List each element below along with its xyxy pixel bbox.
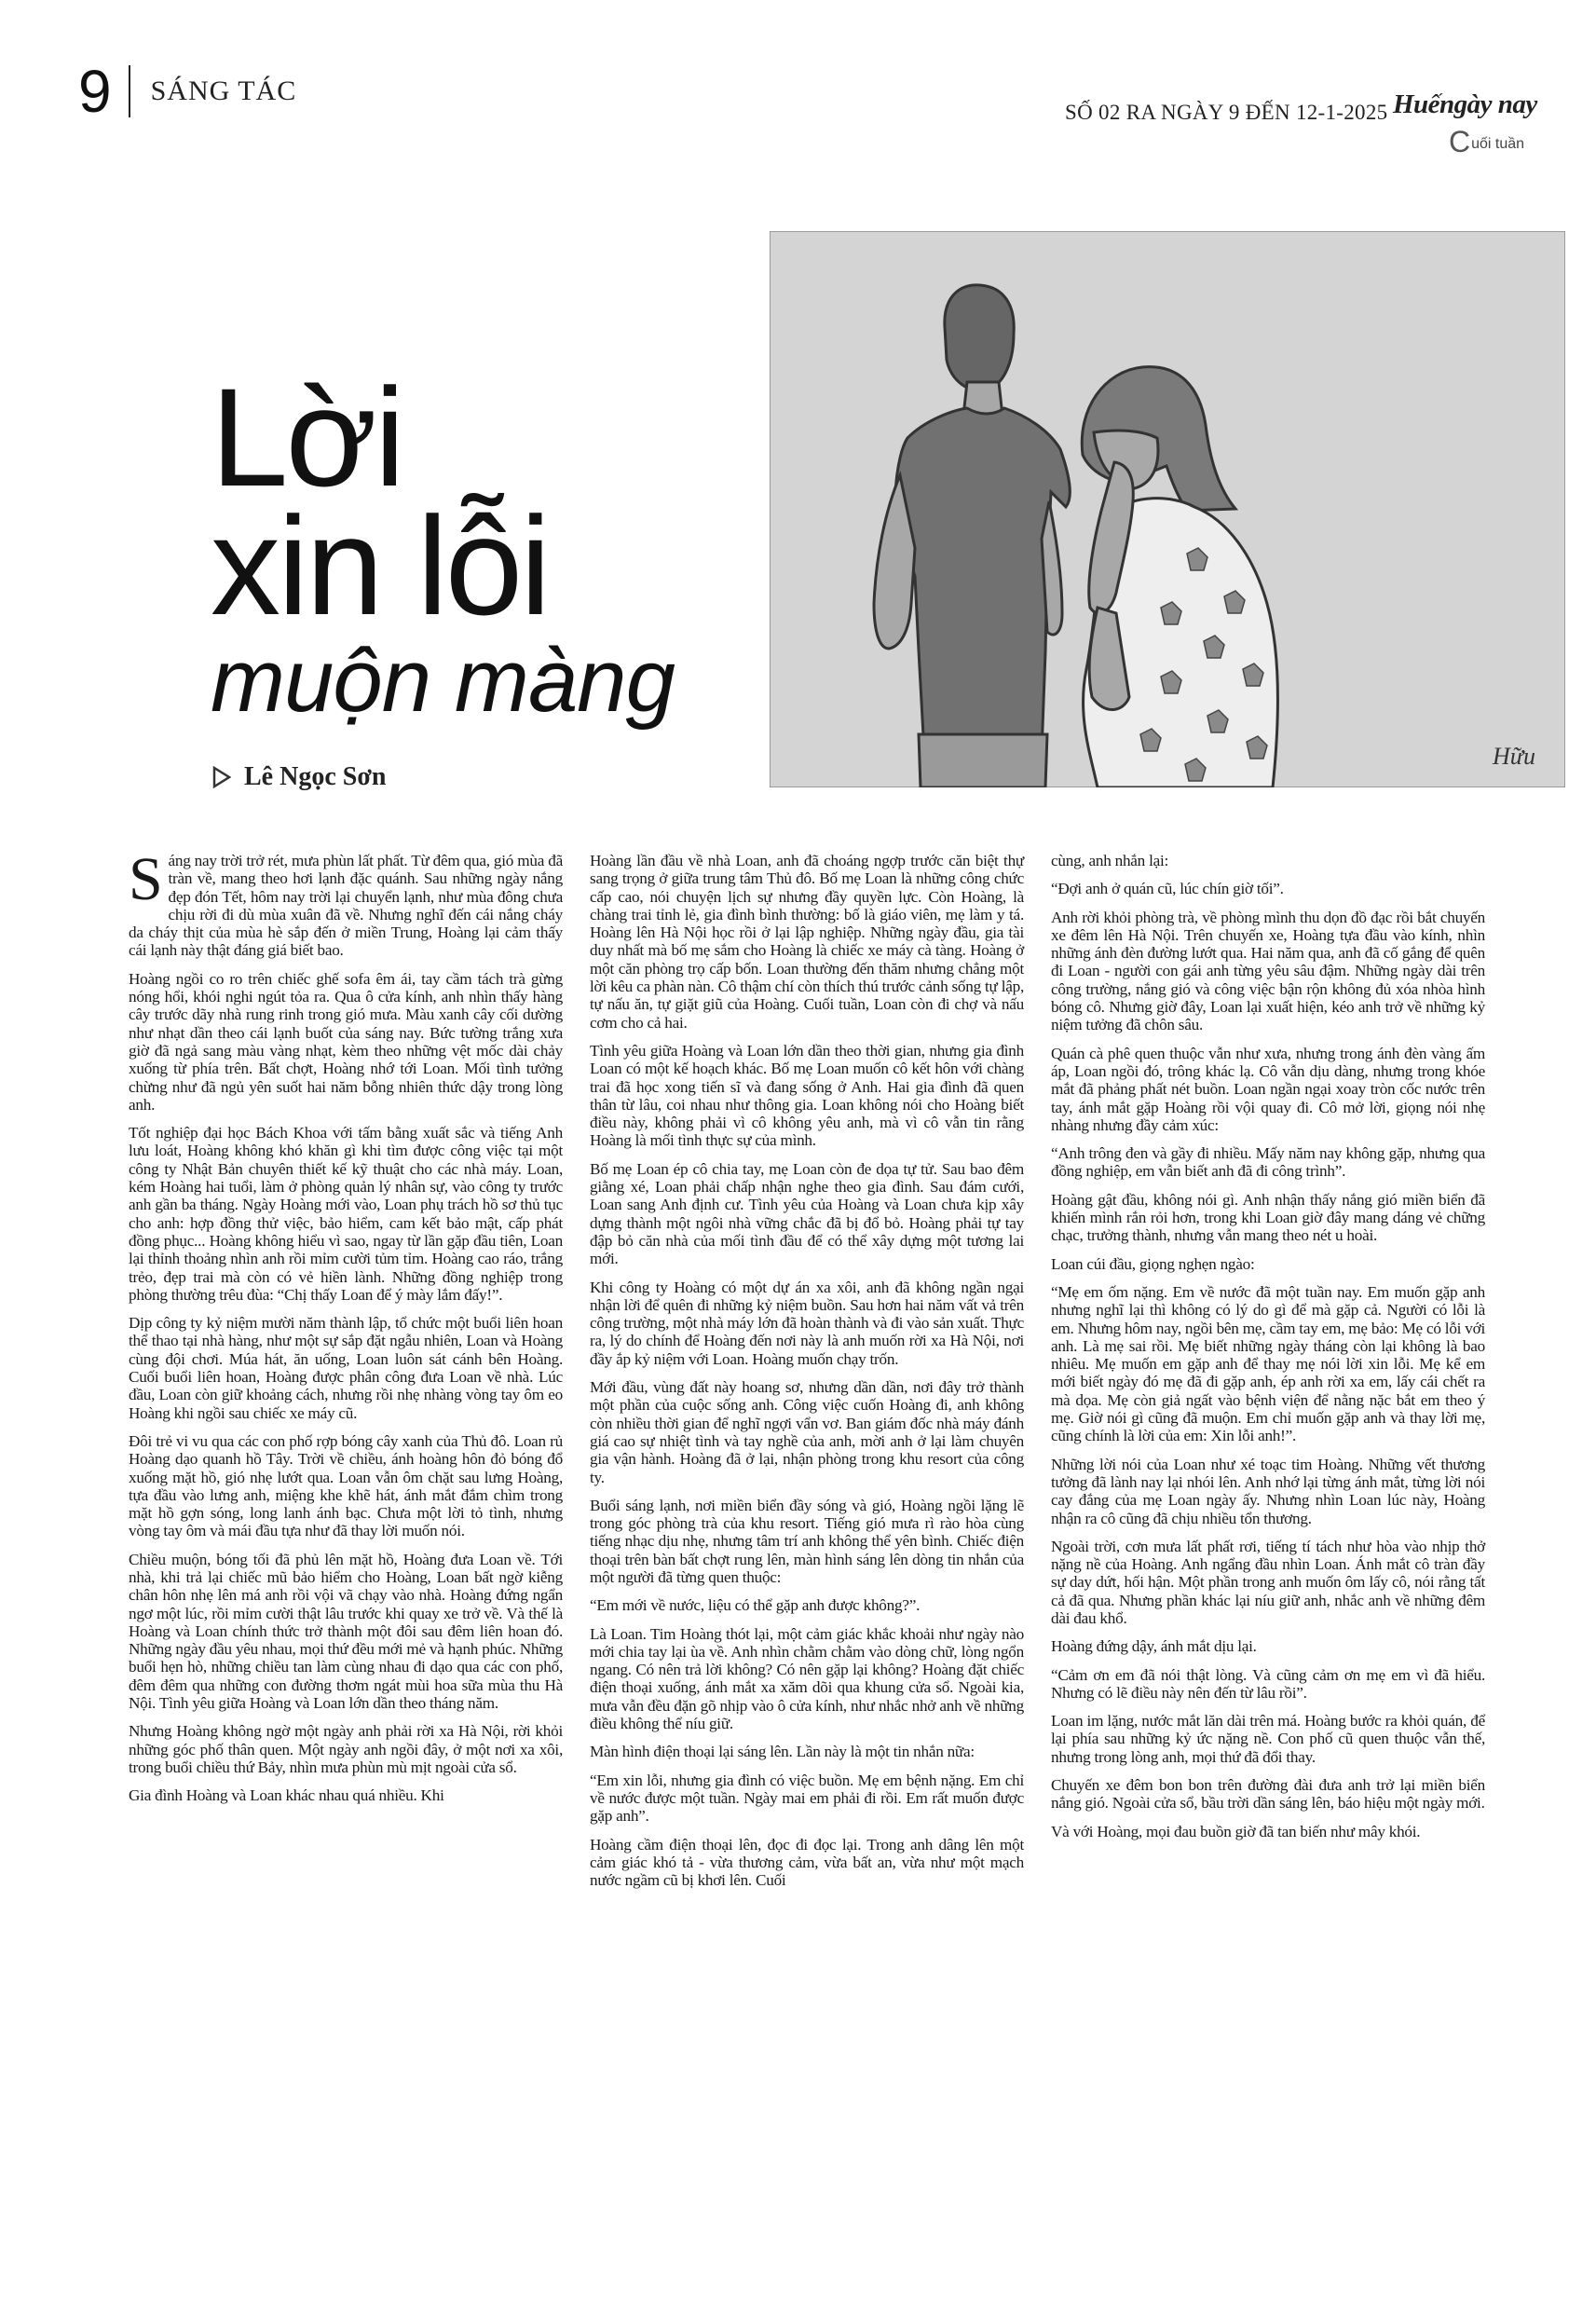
triangle-right-outline-icon <box>212 766 231 788</box>
issue-date: SỐ 02 RA NGÀY 9 ĐẾN 12-1-2025 <box>1065 101 1388 124</box>
paragraph: Anh rời khỏi phòng trà, về phòng mình thu dọn đồ đạc rồi bắt chuyến xe đêm lên Hà Nội. Trên chuyến xe, Hoàng tựa đầu vào kính, nhìn những ánh đèn đường lướt qua. Hai năm qua, anh đã cố gắng để quên đi Loan - người con gái anh từng yêu sâu đậm. Những ngày dài trên công trường, nắng gió và công việc bận rộn không đủ xóa nhòa hình bóng cô. Nhưng giờ đây, Loan lại xuất hiện, kéo anh trở về những kỷ niệm tưởng đã chôn sâu. <box>1051 908 1485 1034</box>
paragraph: Chiều muộn, bóng tối đã phủ lên mặt hồ, Hoàng đưa Loan về. Tới nhà, khi trả lại chiếc mũ bảo hiểm cho Hoàng, Loan bất ngờ kiễng chân hôn nhẹ lên má anh rồi vội vã chạy vào nhà. Hoàng đứng ngẩn ngơ một lúc, rồi mỉm cười thật lâu trước khi quay xe trở về. Và thế là Hoàng và Loan chính thức trở thành một đôi sau đêm liên hoan đó. Những ngày đầu yêu nhau, mọi thứ đều mới mẻ và hạnh phúc. Những buổi hẹn hò, những chiều tan làm cùng nhau đi dạo qua các con phố, đêm đêm qua những con đường thơm ngát mùi hoa sữa mùa thu Hà Nội. Tình yêu giữa Hoàng và Loan lớn dần theo tháng năm. <box>129 1550 563 1713</box>
paragraph: “Em xin lỗi, nhưng gia đình có việc buồn. Mẹ em bệnh nặng. Em chỉ về nước được một tuần. Ngày mai em phải đi rồi. Em rất muốn được gặp anh”. <box>590 1771 1024 1826</box>
title-line-2: xin lỗi <box>211 487 549 644</box>
text-column-2 <box>590 852 1024 1899</box>
paragraph: Khi công ty Hoàng có một dự án xa xôi, anh đã không ngần ngại nhận lời để quên đi những kỷ niệm buồn. Sau hơn hai năm vất vả trên công trường, một nhà máy lớn đã hoàn thành và đi vào sản xuất. Thực ra, lý do chính để Hoàng đến nơi này là anh muốn rời xa Hà Nội, nơi đầy ắp kỷ niệm với Loan. Hoàng muốn chạy trốn. <box>590 1278 1024 1368</box>
article-title <box>211 359 675 731</box>
paragraph: Hoàng cầm điện thoại lên, đọc đi đọc lại. Trong anh dâng lên một cảm giác khó tả - vừa thương cảm, vừa bất an, vừa như một mạch nước ngầm cũ bị khơi lên. Cuối <box>590 1835 1024 1890</box>
illustration-signature: Hữu <box>1493 743 1535 770</box>
man-pants <box>919 734 1047 787</box>
paragraph: Ngoài trời, cơn mưa lất phất rơi, tiếng tí tách như hòa vào nhịp thở nặng nề của Hoàng. Anh ngẩng đầu nhìn Loan. Ánh mắt cô tràn đầy sự day dứt, hối hận. Một phần trong anh muốn ôm lấy cô, nói rằng tất cả đã qua. Nhưng phần khác lại níu giữ anh, nhắc anh về những đêm dài đau khổ. <box>1051 1537 1485 1627</box>
man-head <box>945 285 1014 390</box>
author-byline <box>212 762 386 792</box>
paragraph: Hoàng lần đầu về nhà Loan, anh đã choáng ngợp trước căn biệt thự sang trọng ở giữa trung tâm Thủ đô. Bố mẹ Loan là những công chức cấp cao, nói chuyện lịch sự nhưng đầy quyền lực. Còn Hoàng, là chàng trai tỉnh lẻ, gia đình bình thường: bố là giáo viên, mẹ làm y tá. Hoàng lên Hà Nội học rồi ở lại lập nghiệp. Những ngày đầu, gia tài duy nhất mà bố mẹ sắm cho Hoàng là chiếc xe máy cà tàng. Hoàng ở một căn phòng trọ cấp bốn. Loan thường đến thăm nhưng chẳng một lời kêu ca phàn nàn. Cô thậm chí còn thích thú trước cảnh sống tự lập, tự nấu ăn, tự giặt giũ của Hoàng. Cuối tuần, Loan còn đi chợ và nấu cơm cho cả hai. <box>590 852 1024 1032</box>
paragraph: Tình yêu giữa Hoàng và Loan lớn dần theo thời gian, nhưng gia đình Loan có một kế hoạch khác. Bố mẹ Loan muốn cô kết hôn với chàng trai đã học xong tiến sĩ và đang sống ở Anh. Hai gia đình đã quen thân từ lâu, coi nhau như thông gia. Loan không nói cho Hoàng biết điều này, không phải vì cô không yêu anh, mà vì cô vẫn tin rằng Hoàng là mối tình thực sự của mình. <box>590 1041 1024 1150</box>
paragraph: Gia đình Hoàng và Loan khác nhau quá nhiều. Khi <box>129 1786 444 1805</box>
header-divider <box>129 65 130 117</box>
paragraph: Nhưng Hoàng không ngờ một ngày anh phải rời xa Hà Nội, rời khỏi những góc phố thân quen. Một ngày anh ngồi đây, ở một nơi xa xôi, trong buổi chiều thứ Bảy, nhìn mưa phùn mù mịt ngoài cửa sổ. <box>129 1722 563 1776</box>
logo-subtitle-text: uối tuần <box>1471 136 1525 152</box>
text-column-3 <box>1051 852 1485 1851</box>
paragraph: Hoàng đứng dậy, ánh mắt dịu lại. <box>1051 1637 1257 1656</box>
section-label: SÁNG TÁC <box>150 75 297 106</box>
paragraph: Sáng nay trời trở rét, mưa phùn lất phất. Từ đêm qua, gió mùa đã tràn về, mang theo hơi lạnh đặc quánh. Sau những ngày nắng đẹp đón Tết, hôm nay trời lại chuyển lạnh, như mùa đông chưa chịu rời đi dù mùa xuân đã về. Nhưng nghĩ đến cái nắng cháy da cháy thịt của mùa hè sắp đến ở miền Trung, Hoàng lại cảm thấy cái lạnh này thật đáng giá biết bao. <box>129 845 563 960</box>
paragraph: Là Loan. Tim Hoàng thót lại, một cảm giác khắc khoải như ngày nào mới chia tay lại ùa về. Anh nhìn chằm chằm vào dòng chữ, lòng ngổn ngang. Có nên trả lời không? Có nên gặp lại không? Hoàng đặt chiếc điện thoại xuống, ánh mắt xa xăm dõi qua khung cửa sổ. Ngoài kia, mưa vẫn đều đặn gõ nhịp vào ô cửa kính, như nhắc nhở anh về những điều không thể níu giữ. <box>590 1624 1024 1733</box>
text-column-1 <box>129 845 563 1815</box>
title-line-1: Lời <box>211 359 403 515</box>
page-header-left <box>78 58 297 125</box>
paragraph: Hoàng ngồi co ro trên chiếc ghế sofa êm ái, tay cầm tách trà gừng nóng hổi, khói nghi ngút tỏa ra. Qua ô cửa kính, anh nhìn thấy hàng cây trước dãy nhà rung rinh trong gió mưa. Màu xanh cây cối dường như nhạt dần theo cái lạnh buốt của sáng nay. Bức tường trắng xưa giờ đã ngả sang màu vàng nhạt, kèm theo những vệt mốc dài chảy xuống từ phía trên. Bất chợt, Hoàng nhớ tới Loan. Mối tình tưởng chừng như đã ngủ yên suốt hai năm bỗng nhiên thức dậy trong lòng anh. <box>129 969 563 1114</box>
author-name: Lê Ngọc Sơn <box>244 762 387 791</box>
drop-cap: S <box>129 845 163 913</box>
paragraph: Quán cà phê quen thuộc vẫn như xưa, nhưng trong ánh đèn vàng ấm áp, Loan ngồi đó, trông khác lạ. Cô vẫn dịu dàng, nhưng trong khóe mắt đã phảng phất nét buồn. Loan ngần ngại xoay tròn cốc nước trên tay, ánh mắt gặp Hoàng rồi vội quay đi. Cô mở lời, giọng nói nhẹ nhàng nhưng đầy cảm xúc: <box>1051 1044 1485 1134</box>
illustration <box>770 231 1565 787</box>
logo-subtitle <box>1449 127 1524 157</box>
paragraph: Tốt nghiệp đại học Bách Khoa với tấm bằng xuất sắc và tiếng Anh lưu loát, Hoàng không khó khăn gì khi tìm được công việc tại một công ty Nhật Bản chuyên thiết kế kỹ thuật cho các nhà máy. Loan, kém Hoàng hai tuổi, làm ở phòng quản lý nhân sự, vào công ty trước anh gần ba tháng. Ngày Hoàng mới vào, Loan phụ trách hồ sơ thủ tục cho anh: hợp đồng thử việc, bảo hiểm, cam kết bảo mật, cấp phát đồng phục... Hoàng không hiểu vì sao, ngay từ lần gặp đầu tiên, Loan lại thỉnh thoảng nhìn anh rồi mỉm cười tủm tỉm. Hoàng cao ráo, trắng trẻo, đẹp trai mà còn có vẻ hiền lành. Những đồng nghiệp trong phòng thường trêu đùa: “Chị thấy Loan để ý mày lắm đấy!”. <box>129 1124 563 1304</box>
paragraph: Màn hình điện thoại lại sáng lên. Lần này là một tin nhắn nữa: <box>590 1743 975 1761</box>
paragraph: Chuyến xe đêm bon bon trên đường đài đưa anh trở lại miền biển nắng gió. Ngoài cửa sổ, bầu trời dần sáng lên, báo hiệu một ngày mới. <box>1051 1776 1485 1813</box>
title-line-3: muộn màng <box>211 631 675 731</box>
logo-c-letter: C <box>1449 125 1471 158</box>
page-number: 9 <box>78 58 112 125</box>
paragraph: Loan cúi đầu, giọng nghẹn ngào: <box>1051 1254 1255 1273</box>
paragraph: cùng, anh nhắn lại: <box>1051 852 1169 869</box>
paragraph: Bố mẹ Loan ép cô chia tay, mẹ Loan còn đe dọa tự tử. Sau bao đêm giằng xé, Loan phải chấp nhận nghe theo gia đình. Sau đám cưới, Loan sang Anh định cư. Tình yêu của Hoàng và Loan chưa kịp xây dựng thành một ngôi nhà vững chắc đã bị đổ bỏ. Hoàng phải tự tay đập bỏ căn nhà của mối tình đầu để có thể xây dựng một tương lai mới. <box>590 1159 1024 1268</box>
logo-name: Huếngày nay <box>1393 89 1537 119</box>
paragraph: “Anh trông đen và gầy đi nhiều. Mấy năm nay không gặp, nhưng qua đồng nghiệp, em vẫn biết anh đã đi công trình”. <box>1051 1144 1485 1181</box>
paragraph: Đôi trẻ vi vu qua các con phố rợp bóng cây xanh của Thủ đô. Loan rủ Hoàng dạo quanh hồ Tây. Trời về chiều, ánh hoàng hôn đỏ bóng đổ xuống mặt hồ, gió nhẹ lướt qua. Loan vẫn ôm chặt sau lưng Hoàng, tựa đầu vào lưng anh, miệng khe khẽ hát, ánh mắt đắm chìm trong mặt hồ gợn sóng, long lanh ánh bạc. Chưa một lời tỏ tình, nhưng vòng tay ôm và mái đầu tựa như đã thay lời muốn nói. <box>129 1431 563 1540</box>
paragraph: “Đợi anh ở quán cũ, lúc chín giờ tối”. <box>1051 880 1284 898</box>
publication-logo <box>1393 89 1542 164</box>
paragraph: Buổi sáng lạnh, nơi miền biển đầy sóng và gió, Hoàng ngồi lặng lẽ trong góc phòng trà của khu resort. Tiếng gió mưa rì rào hòa cùng tiếng nhạc dịu nhẹ, nhưng tâm trí anh không thể yên bình. Chiếc điện thoại trên bàn bất chợt rung lên, màn hình sáng lên dòng tin nhắn của một người đã từng quen thuộc: <box>590 1496 1024 1586</box>
paragraph: Dịp công ty kỷ niệm mười năm thành lập, tổ chức một buổi liên hoan thể thao tại nhà hàng, như một sự sắp đặt ngẫu nhiên, Loan và Hoàng cùng đội chơi. Múa hát, ăn uống, Loan luôn sát cánh bên Hoàng. Cuối buổi liên hoan, Hoàng được phân công đưa Loan về nhà. Lúc đầu, Loan còn giữ khoảng cách, nhưng rồi nhẹ nhàng vòng tay ôm eo Hoàng khi ngồi sau chiếc xe máy cũ. <box>129 1314 563 1422</box>
paragraph: Loan im lặng, nước mắt lăn dài trên má. Hoàng bước ra khỏi quán, để lại phía sau những kỷ ức nặng nề. Con phố cũ quen thuộc vẫn thế, nhưng trong lòng anh, mọi thứ đã đổi thay. <box>1051 1712 1485 1766</box>
paragraph: “Em mới về nước, liệu có thể gặp anh được không?”. <box>590 1596 921 1615</box>
paragraph: Hoàng gật đầu, không nói gì. Anh nhận thấy nắng gió miền biển đã khiến mình rắn rỏi hơn, trong khi Loan giờ đây mang dáng vẻ chững chạc, trưởng thành, nhưng vẫn mang theo nét u hoài. <box>1051 1190 1485 1245</box>
paragraph: Những lời nói của Loan như xé toạc tim Hoàng. Những vết thương tưởng đã lành nay lại nhói lên. Anh nhớ lại từng ánh mắt, từng lời nói cay đắng của mẹ Loan ngày ấy. Nhưng nhìn Loan lúc này, Hoàng nhận ra cô cũng đã chịu nhiều tổn thương. <box>1051 1455 1485 1527</box>
paragraph: “Cảm ơn em đã nói thật lòng. Và cũng cảm ơn mẹ em vì đã hiểu. Nhưng có lẽ điều này nên đến từ lâu rồi”. <box>1051 1665 1485 1702</box>
paragraph: Và với Hoàng, mọi đau buồn giờ đã tan biến như mây khói. <box>1051 1822 1421 1840</box>
paragraph: Mới đầu, vùng đất này hoang sơ, nhưng dần dần, nơi đây trở thành một phần của cuộc sống anh. Công việc cuốn Hoàng đi, anh không còn nhiều thời gian để nghĩ ngợi vẩn vơ. Ban giám đốc nhà máy đánh giá cao sự nhiệt tình và tay nghề của anh, mời anh ở lại làm chuyên gia vận hành. Hoàng đã ở lại, nhận phòng trong khu resort của công ty. <box>590 1378 1024 1486</box>
paragraph: “Mẹ em ốm nặng. Em về nước đã một tuần nay. Em muốn gặp anh nhưng nghĩ lại thì không có lý do gì để mà gặp cả. Người có lỗi là em. Nhưng hôm nay, ngồi bên mẹ, cầm tay em, mẹ bảo: Mẹ có lỗi với anh. Là mẹ sai rồi. Mẹ biết những ngày tháng còn lại không là bao nhiêu. Mẹ muốn em gặp anh để thay mẹ nói lời xin lỗi. Mẹ kể em mới biết ngày đó mẹ đã đi gặp anh, ép anh rời xa em, lấy cái chết ra mà dọa. Mẹ còn giả ngất vào bệnh viện để nằng nặc bắt em theo ý mẹ. Giờ nói gì cũng đã muộn. Em chỉ muốn gặp anh và thay lời mẹ, cũng chính là lời của em: Xin lỗi anh!”. <box>1051 1282 1485 1445</box>
